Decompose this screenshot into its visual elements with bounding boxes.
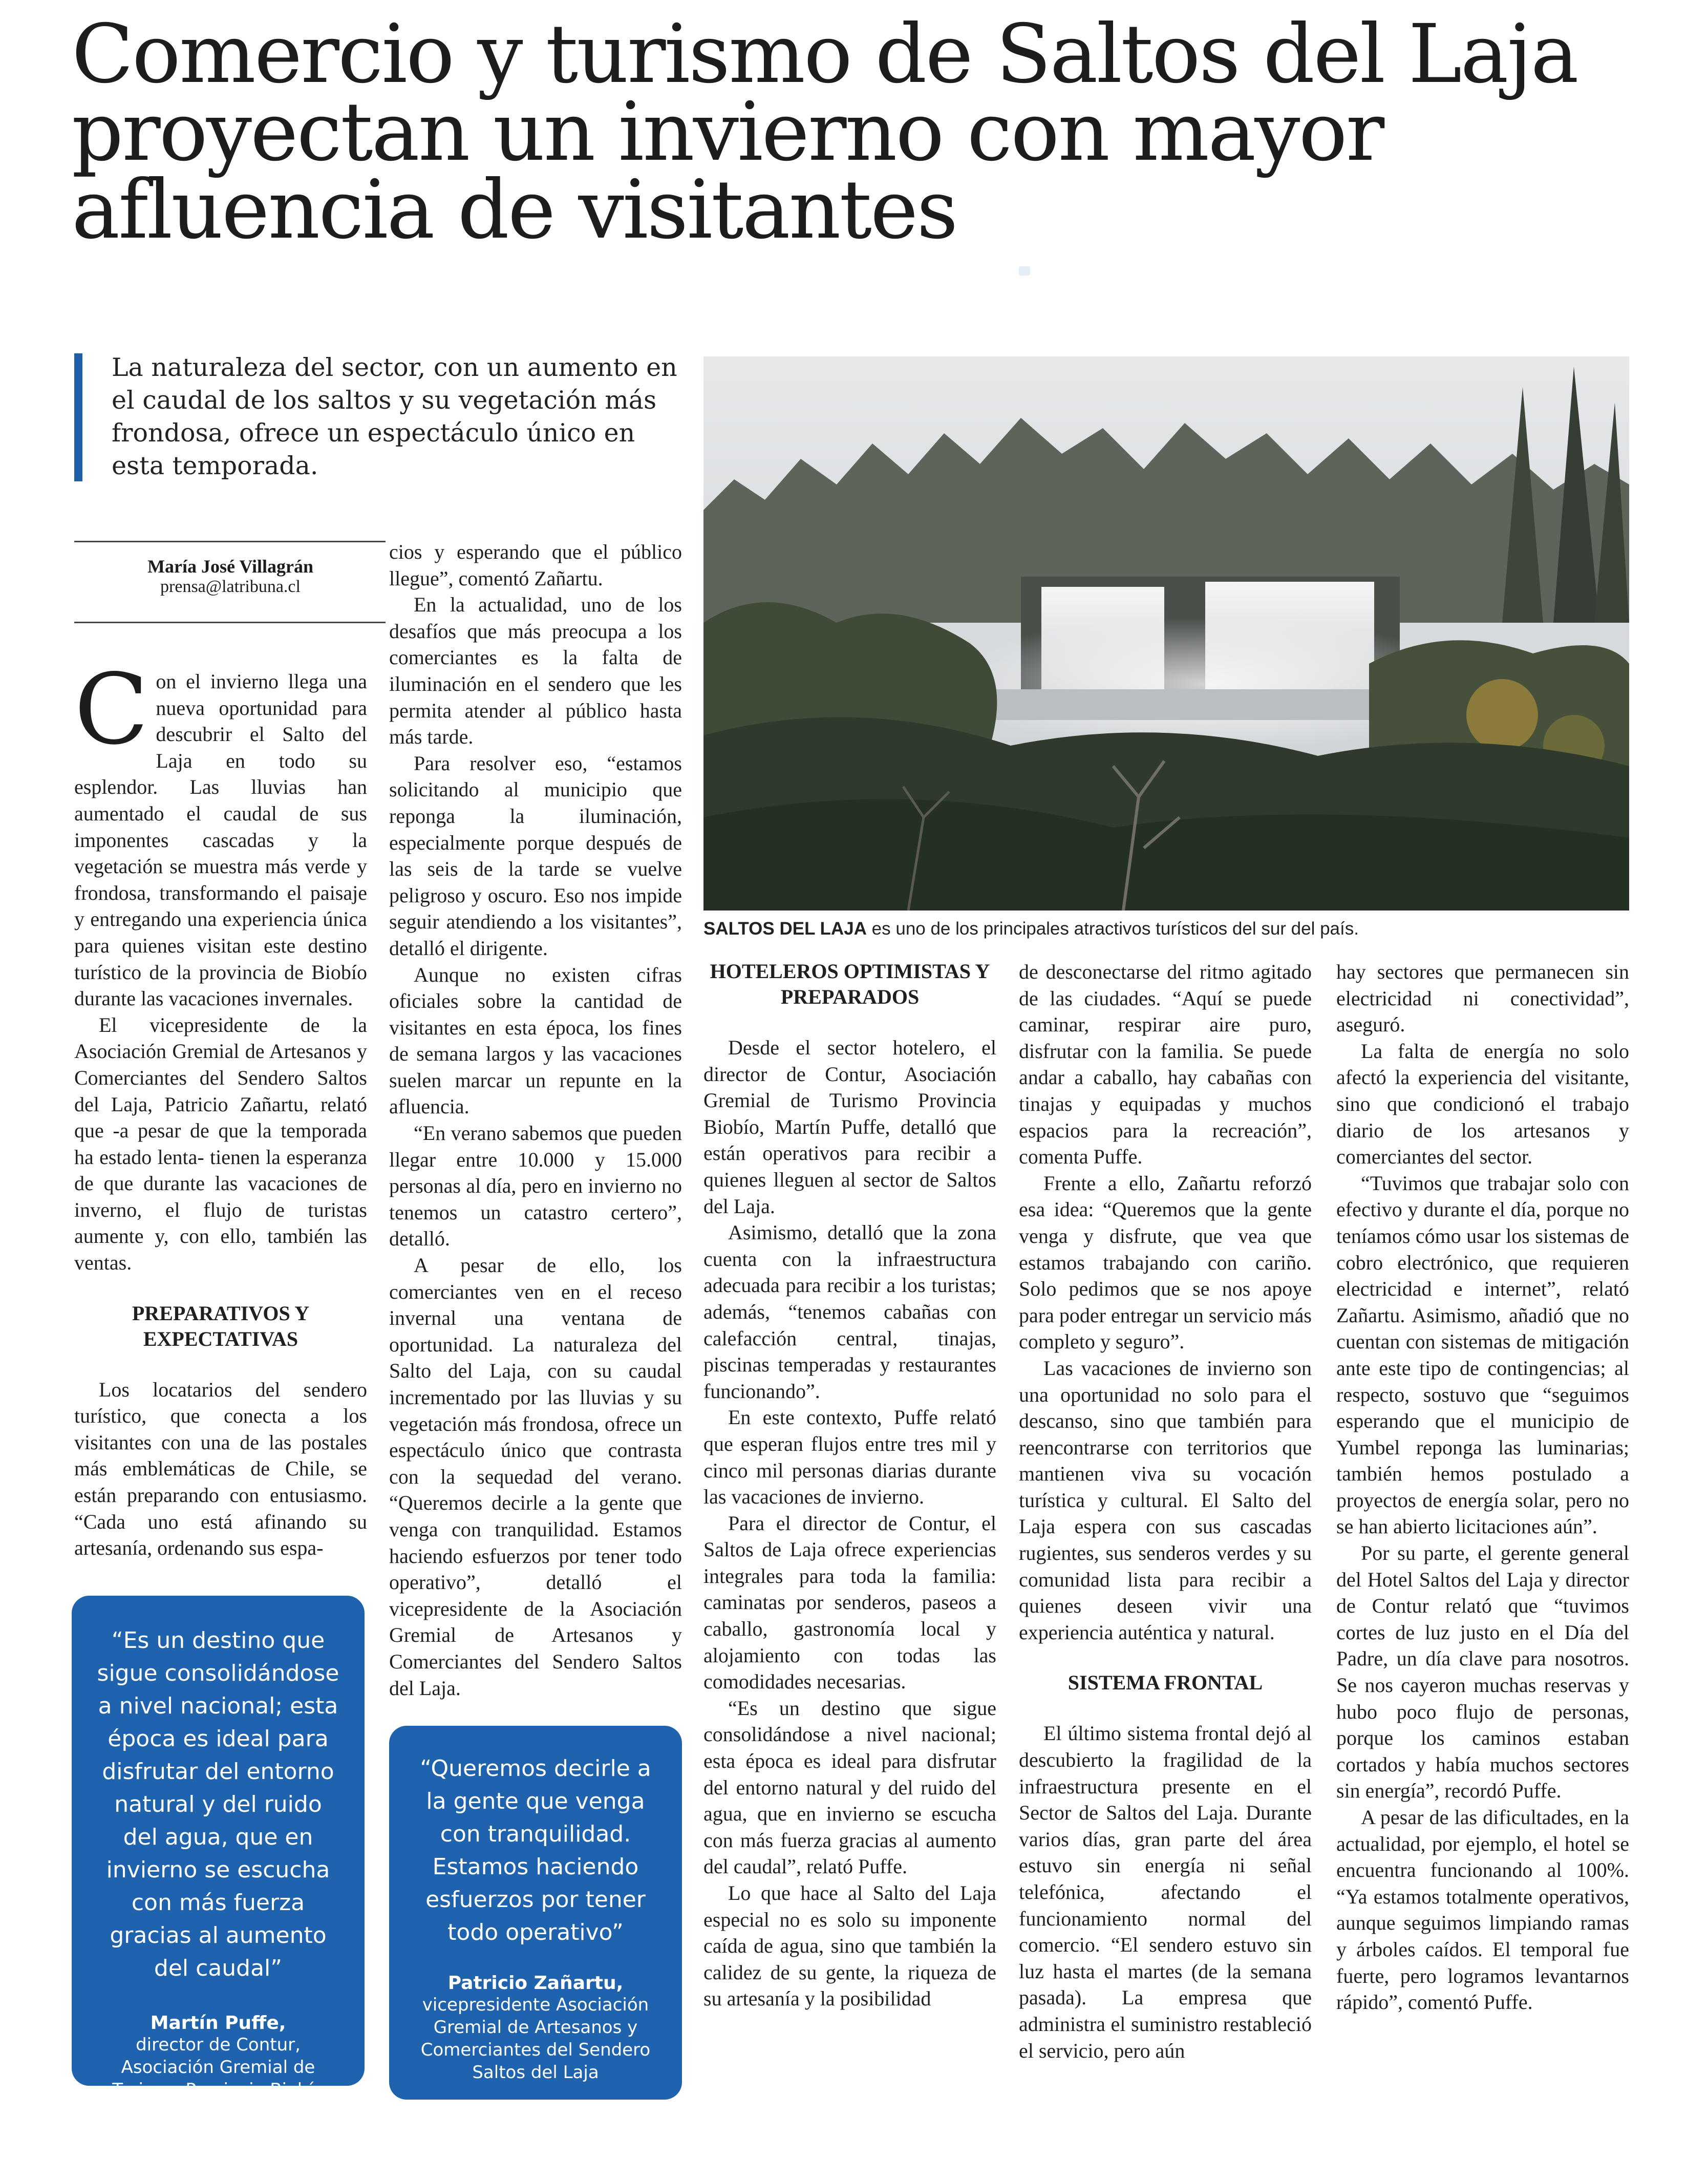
waterfall-image [703, 356, 1629, 911]
paragraph: Los locatarios del sendero turístico, que conecta a los visitantes con una de las postales más emblemáticas de Chile, se están preparando con entusiasmo. “Cada uno está afinando su artesanía, ordenando sus espa- [74, 1378, 367, 1560]
caption-text: es uno de los principales atractivos turísticos del sur del país. [866, 919, 1359, 939]
byline-top-rule [74, 541, 386, 542]
article-column-3 [703, 959, 996, 2012]
article-column-1 [74, 653, 367, 1561]
article-column-4 [1019, 959, 1312, 2064]
byline-bottom-rule [74, 622, 386, 623]
paragraph: de desconectarse del ritmo agitado de las ciudades. “Aquí se puede caminar, respirar aire puro, disfrutar con la familia. Se puede andar a caballo, hay cabañas con tinajas y equipadas y muchos espacios para la recreación”, comenta Puffe. [1019, 960, 1312, 1169]
pull-quote-author: Martín Puffe, [150, 2013, 286, 2034]
article-column-2 [389, 539, 682, 1701]
lead-accent-bar [74, 353, 82, 481]
paragraph [74, 653, 367, 1012]
caption-lead: SALTOS DEL LAJA [703, 919, 867, 939]
paragraph: “Tuvimos que trabajar solo con efectivo y durante el día, porque no teníamos cómo usar los sistemas de cobro electrónico, que requieren electricidad e internet”, relató Zañartu. Asimismo, añadió que no cuentan con sistemas de mitigación ante este tipo de contingencias; al respecto, sostuvo que “seguimos esperando que el municipio de Yumbel reponga las luminarias; también hemos postulado a proyectos de energía solar, pero no se han abierto licitaciones aún”. [1336, 1171, 1629, 1538]
paragraph: Aunque no existen cifras oficiales sobre la cantidad de visitantes en esta época, los fines de semana largos y las vacaciones suelen marcar un repunte en la afluencia. [389, 963, 682, 1118]
paragraph: A pesar de ello, los comerciantes ven en el receso invernal una ventana de oportunidad. La naturaleza del Salto del Laja, con su caudal incrementado por las lluvias y su vegetación más frondosa, ofrece un espectáculo único que contrasta con la sequedad del verano. “Queremos decirle a la gente que venga con tranquilidad. Estamos haciendo esfuerzos por tener todo operativo”, detalló el vicepresidente de la Asociación Gremial de Artesanos y Comerciantes del Sendero Saltos del Laja. [389, 1254, 682, 1700]
section-heading: HOTELEROS OPTIMISTAS Y PREPARADOS [710, 960, 990, 1008]
paragraph: En la actualidad, uno de los desafíos que más preocupa a los comerciantes es la falta de iluminación en el sendero que les permita atender al público hasta más tarde. [389, 593, 682, 749]
paragraph: Desde el sector hotelero, el director de Contur, Asociación Gremial de Turismo Provincia Biobío, Martín Puffe, detalló que están operativos para recibir a quienes lleguen al sector de Saltos del Laja. [703, 1036, 996, 1218]
paragraph: hay sectores que permanecen sin electricidad ni conectividad”, aseguró. [1336, 960, 1629, 1036]
author-name: María José Villagrán [147, 556, 313, 577]
pull-quote-text: “Queremos decirle a la gente que venga con tranquilidad. Estamos haciendo esfuerzos por tener todo operativo” [420, 1755, 651, 1945]
pull-quote-author: Patricio Zañartu, [447, 1973, 624, 1994]
paragraph: cios y esperando que el público llegue”, comentó Zañartu. [389, 540, 682, 590]
paragraph: Las vacaciones de invierno son una oportunidad no solo para el descanso, sino que también para reencontrarse con territorios que mantienen viva su vocación turística y cultural. El Salto del Laja espera con sus cascadas rugientes, sus senderos verdes y su comunidad lista para recibir a quienes deseen vivir una experiencia auténtica y natural. [1019, 1356, 1312, 1644]
paragraph: La falta de energía no solo afectó la experiencia del visitante, sino que condicionó el trabajo diario de los artesanos y comerciantes del sector. [1336, 1039, 1629, 1169]
paragraph: Lo que hace al Salto del Laja especial no es solo su imponente caída de agua, sino que también la calidez de su gente, la riqueza de su artesanía y la posibilidad [703, 1881, 996, 2010]
article-column-5 [1336, 959, 1629, 2016]
paragraph: Frente a ello, Zañartu reforzó esa idea: “Queremos que la gente venga y disfrute, que vea que estamos trabajando con cariño. Solo pedimos que se nos apoye para poder entregar un servicio más completo y seguro”. [1019, 1171, 1312, 1353]
section-heading: PREPARATIVOS Y EXPECTATIVAS [132, 1301, 310, 1350]
paragraph: “En verano sabemos que pueden llegar entre 10.000 y 15.000 personas al día, pero en invierno no tenemos un catastro certero”, detalló. [389, 1121, 682, 1251]
paragraph: El vicepresidente de la Asociación Gremial de Artesanos y Comerciantes del Sendero Saltos del Laja, Patricio Zañartu, relató que -a pesar de que la temporada ha estado lenta- tienen la esperanza de que durante las vacaciones de inverno, el flujo de turistas aumente y, con ello, también las ventas. [74, 1013, 367, 1275]
lead-paragraph: La naturaleza del sector, con un aumento en el caudal de los saltos y su vegetación más frondosa, ofrece un espectáculo único en esta temporada. [112, 353, 677, 480]
pull-quote-text: “Es un destino que sigue consolidándose a nivel nacional; esta época es ideal para disfrutar del entorno natural y del ruido del agua, que en invierno se escucha con más fuerza gracias al aumento del caudal” [97, 1627, 339, 1981]
byline [74, 556, 387, 597]
waterfall-photo [703, 356, 1629, 911]
paragraph: El último sistema frontal dejó al descubierto la fragilidad de la infraestructura presente en el Sector de Saltos del Laja. Durante varios días, gran parte del área estuvo sin energía ni señal telefónica, afectando el funcionamiento normal del comercio. “El sendero estuvo sin luz hasta el martes (de la semana pasada). La empresa que administra el suministro restableció el servicio, pero aún [1019, 1722, 1312, 2062]
paragraph: Por su parte, el gerente general del Hotel Saltos del Laja y director de Contur relató que “tuvimos cortes de luz justo en el Día del Padre, un día clave para nosotros. Se nos cayeron muchas reservas y hubo poco flujo de personas, porque los caminos estaban cortados y había muchos sectores sin energía”, recordó Puffe. [1336, 1541, 1629, 1803]
paragraph: “Es un destino que sigue consolidándose a nivel nacional; esta época es ideal para disfrutar del entorno natural y del ruido del agua, que en invierno se escucha con más fuerza gracias al aumento del caudal”, relató Puffe. [703, 1696, 996, 1878]
paragraph-text: on el invierno llega una nueva oportunidad para descubrir el Salto del Laja en todo su esplendor. Las lluvias han aumentado el caudal de sus imponentes cascadas y la vegetación se muestra más verde y frondosa, transformando el paisaje y entregando una experiencia única para quienes visitan este destino turístico de la provincia de Biobío durante las vacaciones invernales. [74, 670, 367, 1010]
paragraph: Asimismo, detalló que la zona cuenta con la infraestructura adecuada para recibir a los turistas; además, “tenemos cabañas con calefacción central, tinajas, piscinas temperadas y restaurantes funcionando”. [703, 1221, 996, 1403]
author-email: prensa@latribuna.cl [160, 577, 301, 596]
section-heading: SISTEMA FRONTAL [1068, 1671, 1263, 1695]
drop-cap: C [74, 653, 149, 766]
paragraph: En este contexto, Puffe relató que esperan flujos entre tres mil y cinco mil personas diarias durante las vacaciones de invierno. [703, 1406, 996, 1509]
photo-caption [703, 918, 1629, 940]
pull-quote-puffe [72, 1596, 365, 2100]
paragraph: A pesar de las dificultades, en la actualidad, por ejemplo, el hotel se encuentra funcionando al 100%. “Ya estamos totalmente operativos, aunque seguimos limpiando ramas y árboles caídos. El temporal fue fuerte, pero logramos levantarnos rápido”, comentó Puffe. [1336, 1806, 1629, 2014]
paragraph: Para el director de Contur, el Saltos de Laja ofrece experiencias integrales para toda la familia: caminatas por senderos, paseos a caballo, gastronomía local y alojamiento con todas las comodidades necesarias. [703, 1511, 996, 1694]
headline: Comercio y turismo de Saltos del Laja proyectan un invierno con mayor afluencia de visitantes [72, 7, 1577, 257]
note-icon [1019, 266, 1030, 276]
pull-quote-zanartu [389, 1726, 682, 2100]
pull-quote-role: director de Contur, Asociación Gremial de Turismo Provincia Biobío [112, 2035, 324, 2100]
pull-quote-role: vicepresidente Asociación Gremial de Artesanos y Comerciantes del Sendero Saltos del Laja [420, 1995, 651, 2083]
paragraph: Para resolver eso, “estamos solicitando al municipio que reponga la iluminación, especialmente porque después de las seis de la tarde se vuelve peligroso y oscuro. Eso nos impide seguir atendiendo a los visitantes”, detalló el dirigente. [389, 751, 682, 960]
